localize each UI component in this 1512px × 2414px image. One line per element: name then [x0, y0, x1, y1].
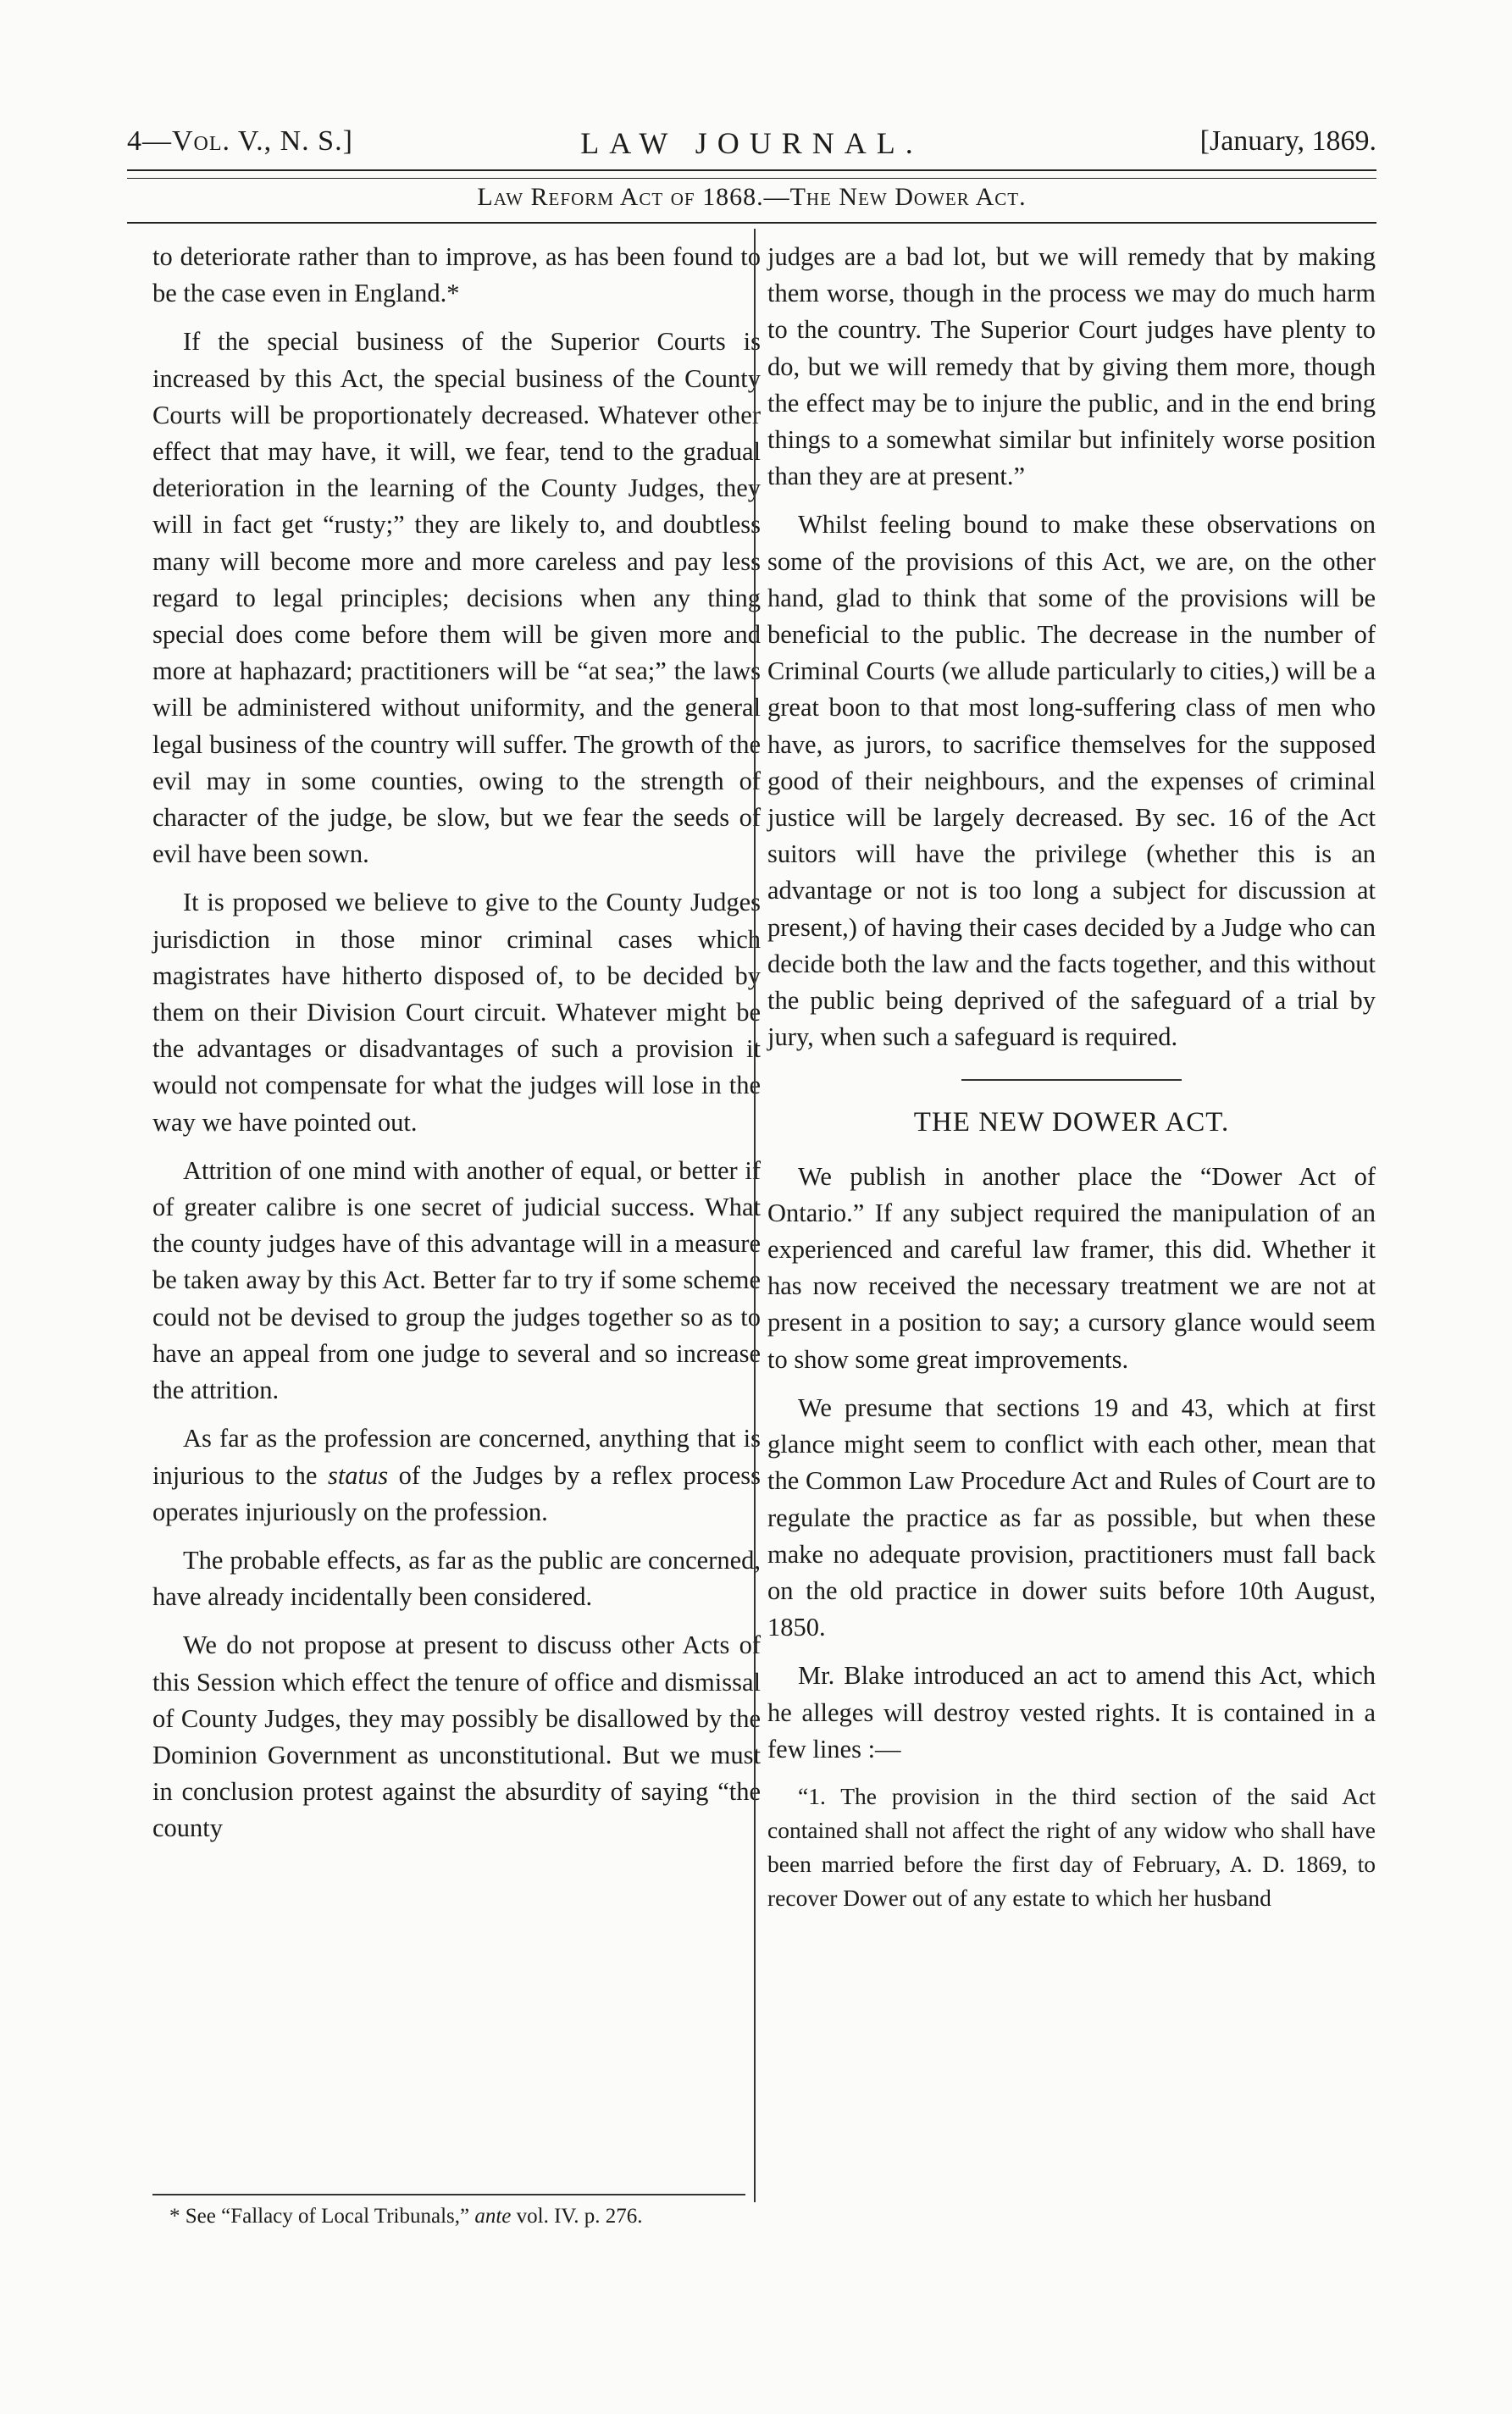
paragraph: Whilst feeling bound to make these observations on some of the provisions of this Act, we are, on the other hand, glad to think that some of the provisions will be beneficial to the public. The decrease in the number of Criminal Courts (we allude particularly to cities,) will be a great boon to that most long-suffering class of men who have, as jurors, to sacrifice themselves for the supposed good of their neighbours, and the expenses of criminal justice will be largely decreased. By sec. 16 of the Act suitors will have the privilege (whether this is an advantage or not is too long a subject for discussion at present,) of having their cases decided by a Judge who can decide both the law and the facts together, and this without the public being deprived of the safeguard of a trial by jury, when such a safeguard is required.	[767, 510, 1376, 1052]
italic-term: status	[327, 1460, 389, 1490]
header-rule	[127, 222, 1376, 224]
paragraph: It is proposed we believe to give to the County Judges jurisdiction in those minor criminal cases which magistrates have hitherto disposed of, to be decided by them on their Division Court circuit. Whatever might be the advantages or disadvantages of such a provision it would not compensate for what the judges will lose in the way we have pointed out.	[152, 888, 761, 1137]
paragraph: Attrition of one mind with another of equal, or better if of greater calibre is one secret of judicial success. What the county judges have of this advantage will in a measure be taken away by this Act. Better far to try if some scheme could not be devised to group the judges together so as to have an appeal from one judge to several and so increase the attrition.	[152, 1155, 761, 1405]
footnote: * See “Fallacy of Local Tribunals,” ante vol. IV. p. 276.	[169, 2205, 643, 2228]
running-header	[127, 125, 1376, 168]
italic-term: ante	[474, 2205, 512, 2228]
paragraph: Mr. Blake introduced an act to amend this Act, which he alleges will destroy vested rights. It is contained in a few lines :—	[767, 1661, 1376, 1763]
header-double-rule	[127, 169, 1376, 179]
paragraph: We presume that sections 19 and 43, which at first glance might seem to conflict with each other, mean that the Common Law Procedure Act and Rules of Court are to regulate the practice as far as possible, but when these make no adequate provision, practitioners must fall back on the old practice in dower suits before 10th August, 1850.	[767, 1392, 1376, 1642]
paragraph: If the special business of the Superior Courts is increased by this Act, the special business of the County Courts will be proportionately decreased. Whatever other effect that may have, it will, we fear, tend to the gradual deterioration in the learning of the County Judges, they will in fact get “rusty;” they are likely to, and doubtless many will become more and more careless and pay less regard to legal principles; decisions when any thing special does come before them will be given more and more at haphazard; practitioners will be “at sea;” the laws will be administered without uniformity, and the general legal business of the country will suffer. The growth of the evil may in some counties, owing to the strength of character of the judge, be slow, but we fear the seeds of evil have been sown.	[152, 327, 761, 869]
section-subtitle: Law Reform Act of 1868.—The New Dower Act.	[477, 183, 1027, 211]
paragraph: We do not propose at present to discuss other Acts of this Session which effect the tenure of office and dismissal of County Judges, they may possibly be disallowed by the Dominion Government as unconstitutional. But we must in conclusion protest against the absurdity of saying “the county	[152, 1631, 761, 1843]
journal-title: LAW JOURNAL.	[580, 126, 923, 160]
footnote-rule	[152, 2194, 745, 2195]
right-column	[767, 239, 1376, 1918]
volume-label: 4—Vol. V., N. S.]	[127, 125, 353, 157]
section-separator	[961, 1079, 1182, 1081]
paragraph: to deteriorate rather than to improve, as has been found to be the case even in England.*	[152, 242, 761, 308]
issue-date: [January, 1869.	[1199, 125, 1376, 157]
paragraph: judges are a bad lot, but we will remedy that by making them worse, though in the process we may do much harm to the country. The Superior Court judges have plenty to do, but we will remedy that by giving them more, though the effect may be to injure the public, and in the end bring things to a somewhat similar but infinitely worse position than they are at present.”	[767, 242, 1376, 491]
paragraph: As far as the profession are concerned, anything that is injurious to the status of the Judges by a reflex process operates injuriously on the profession.	[152, 1424, 761, 1526]
section-heading: THE NEW DOWER ACT.	[913, 1107, 1230, 1138]
left-column	[152, 239, 761, 1851]
quoted-provision: “1. The provision in the third section of the said Act contained shall not affect the right of any widow who shall have been married before the first day of February, A. D. 1869, to recover Dower out of any estate to which her husband	[767, 1782, 1376, 1911]
paragraph: The probable effects, as far as the public are concerned, have already incidentally been considered.	[152, 1545, 761, 1612]
column-divider	[754, 229, 756, 2202]
paragraph: We publish in another place the “Dower Act of Ontario.” If any subject required the manipulation of an experienced and careful law framer, this did. Whether it has now received the necessary treatment we are not at present in a position to say; a cursory glance would seem to show some great improvements.	[767, 1161, 1376, 1374]
